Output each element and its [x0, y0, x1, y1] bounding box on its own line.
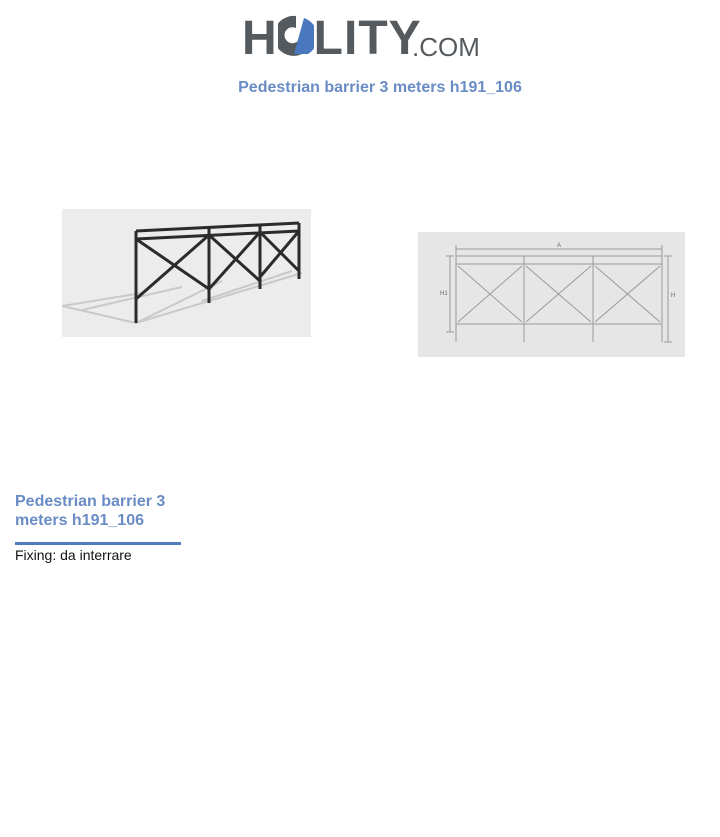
product-photo[interactable] — [62, 209, 311, 337]
logo-wordmark — [242, 10, 422, 68]
title-divider — [15, 542, 181, 545]
dimension-label-h1: H1 — [440, 291, 448, 297]
dimension-label-a: A — [556, 243, 562, 249]
holity-logo[interactable] — [242, 10, 482, 68]
dimension-label-h: H — [671, 293, 676, 299]
logo-letter-h: H — [242, 12, 278, 65]
logo-letters-lity: LITY — [313, 12, 422, 65]
spec-label: Fixing: — [15, 547, 57, 563]
logo-o-icon — [278, 18, 314, 58]
technical-drawing[interactable] — [418, 232, 685, 357]
product-title: Pedestrian barrier 3 meters h191_106 — [15, 493, 166, 529]
logo-com: .COM — [412, 32, 480, 62]
page-title: Pedestrian barrier 3 meters h191_106 — [238, 79, 522, 96]
spec-fixing — [15, 546, 132, 564]
spec-value: da interrare — [60, 547, 132, 563]
